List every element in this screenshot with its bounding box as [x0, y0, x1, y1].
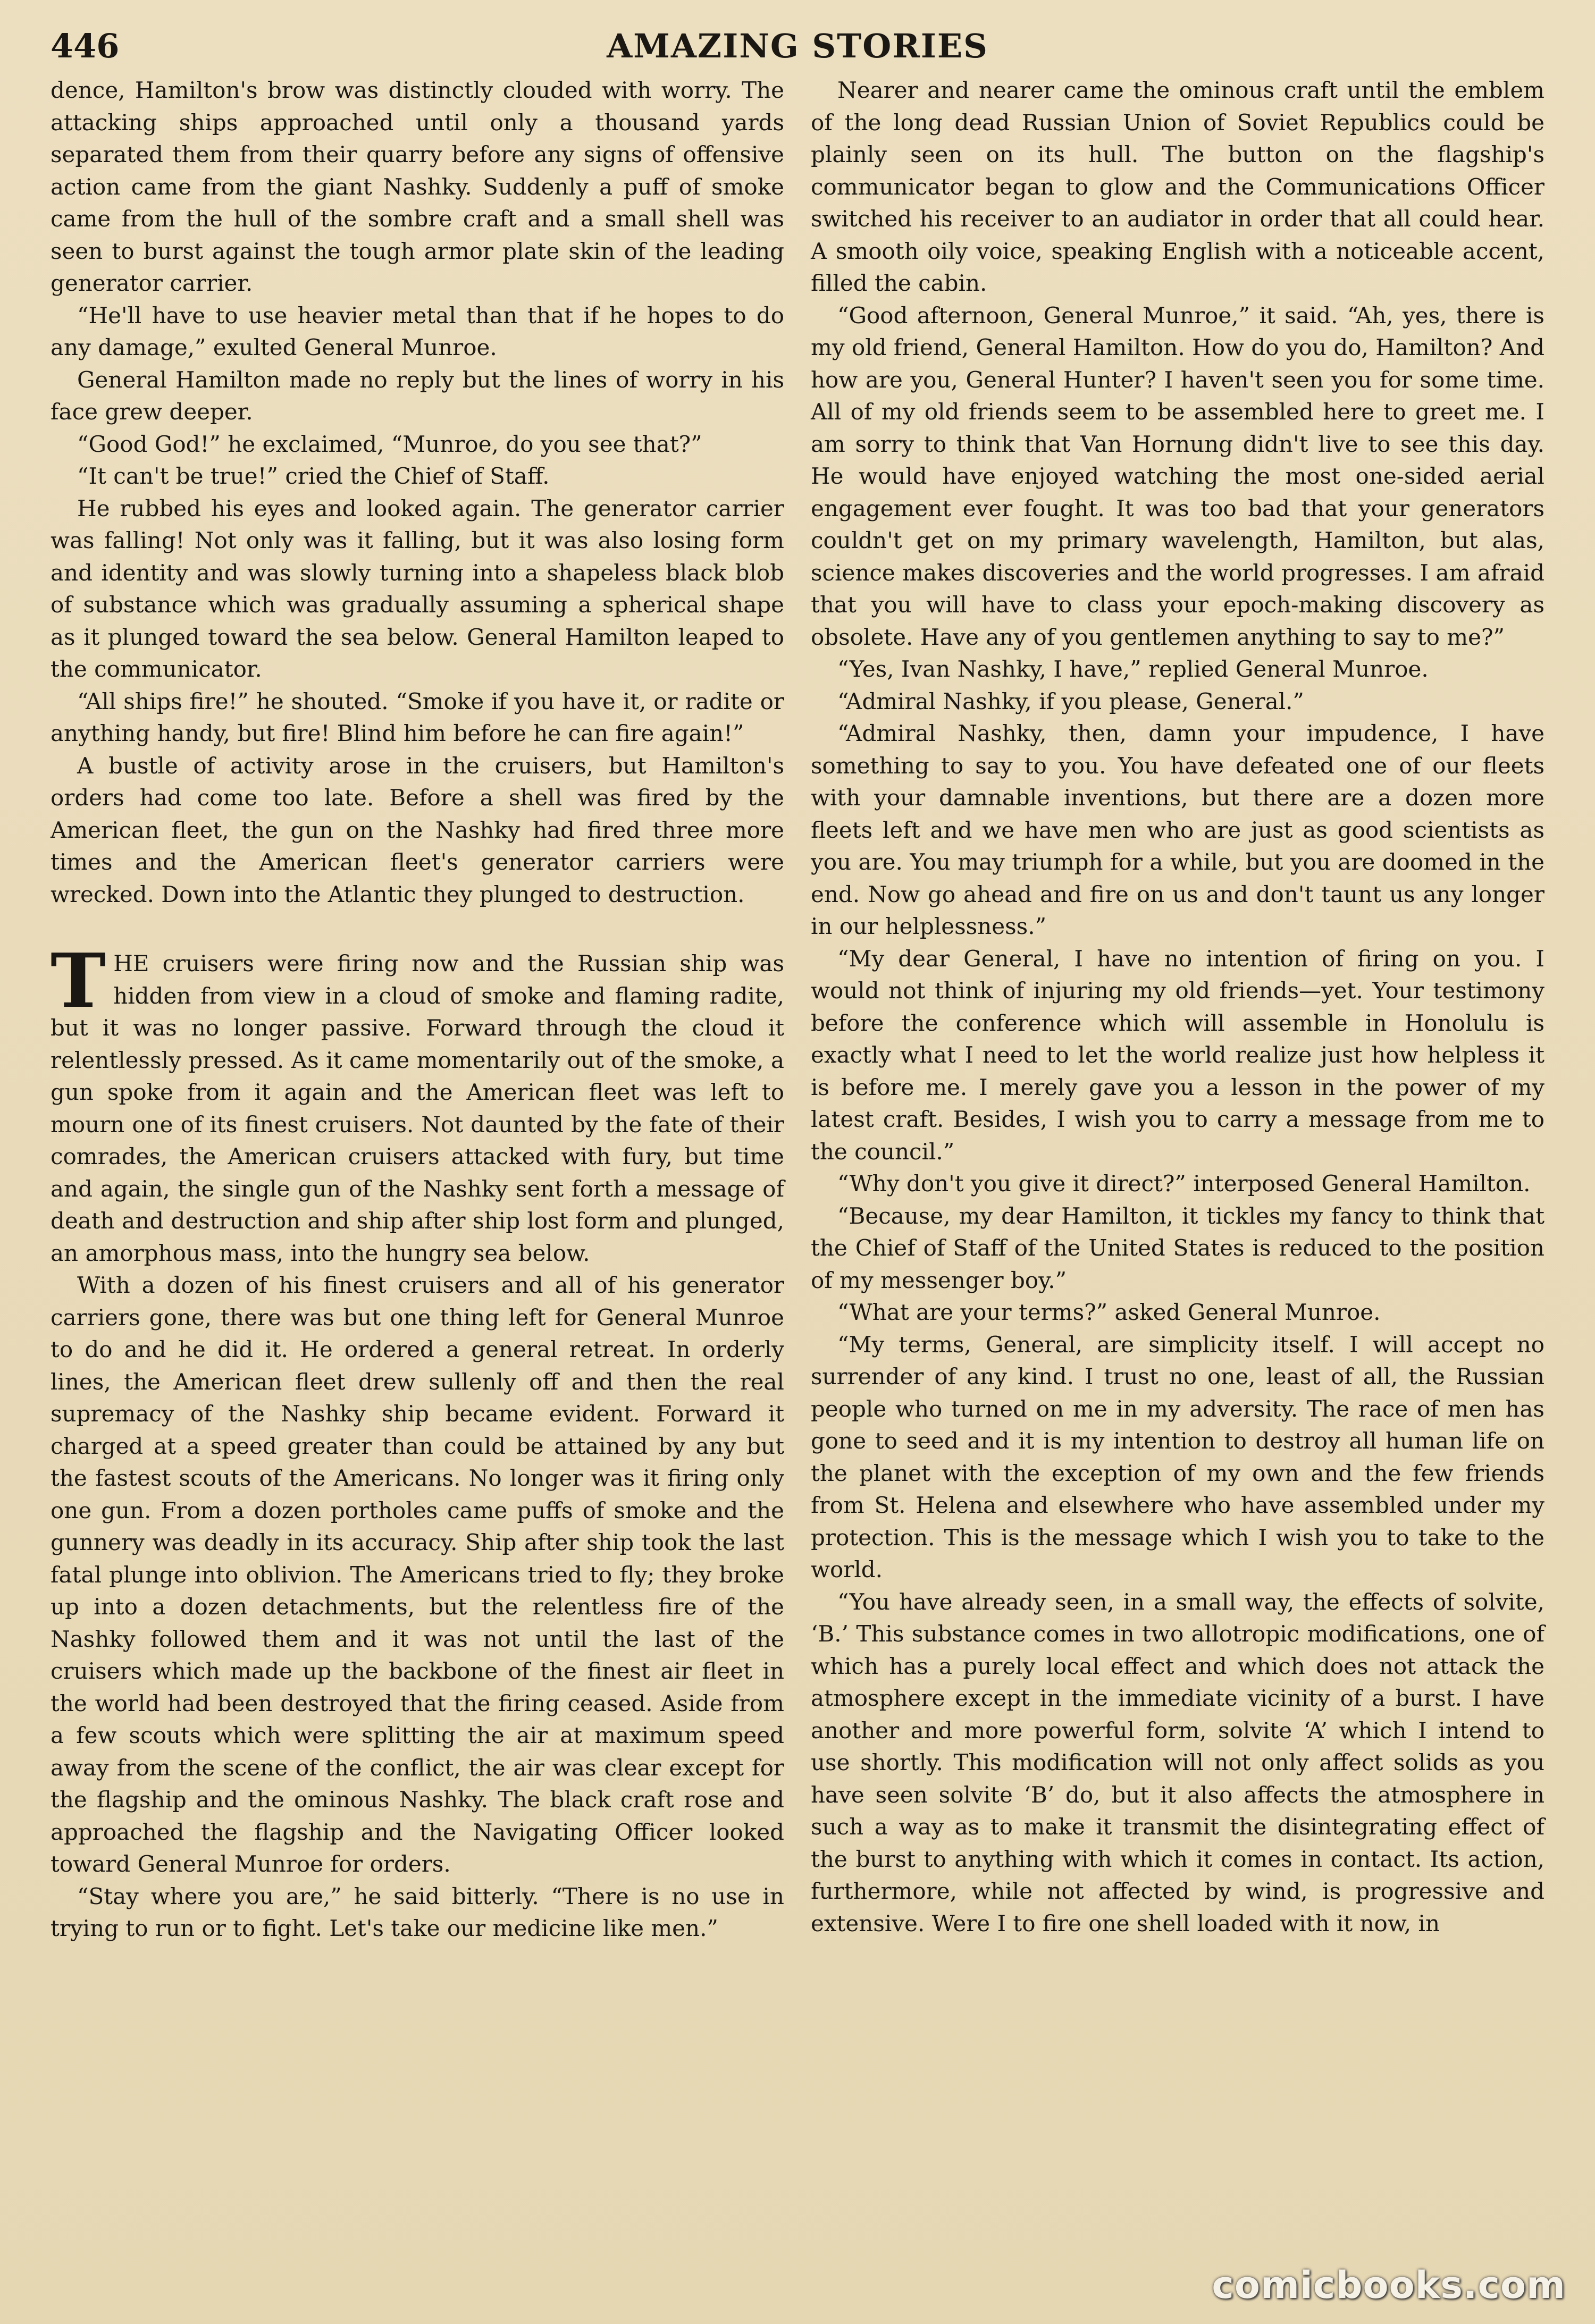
paragraph: “Good God!” he exclaimed, “Munroe, do you see that?” — [77, 431, 702, 457]
paragraph: “My dear General, I have no intention of firing on you. I would not think of injuring my old friends—yet. Your testimony before the conference which will assemble in Honolulu is exactly what I need to let the world realize just how helpless it is before me. I merely gave you a lesson in the power of my latest craft. Besides, I wish you to carry a message from me to the council.” — [811, 945, 1544, 1165]
dropcap-paragraph-text: HE cruisers were firing now and the Russian ship was hidden from view in a cloud of smoke and flaming radite, but it was no longer passive. Forward through the cloud it relentlessly pressed. As it came momentarily out of the smoke, a gun spoke from it again and the American fleet was left to mourn one of its finest cruisers. Not daunted by the fate of their comrades, the American cruisers attacked with fury, but time and again, the single gun of the Nashky sent forth a message of death and destruction and ship after ship lost form and plunged, an amorphous mass, into the hungry sea below. — [51, 950, 784, 1266]
paragraph: “Yes, Ivan Nashky, I have,” replied General Munroe. — [837, 656, 1429, 682]
magazine-title: AMAZING STORIES — [607, 27, 988, 65]
paragraph: He rubbed his eyes and looked again. The generator carrier was falling! Not only was it falling, but it was also losing form and identity and was slowly turning into a shapeless black blob of substance which was gradually assuming a spherical shape as it plunged toward the sea below. General Hamilton leaped to the communicator. — [51, 495, 784, 682]
watermark-logo: comicbooks.com — [1212, 2263, 1566, 2307]
paragraph: “Because, my dear Hamilton, it tickles my fancy to think that the Chief of Staff of the United States is reduced to the position of my messenger boy.” — [811, 1202, 1544, 1293]
paragraph: Nearer and nearer came the ominous craft until the emblem of the long dead Russian Union of Soviet Republics could be plainly seen on its hull. The button on the flagship's communicator began to glow and the Communications Officer switched his receiver to an audiator in order that all could hear. A smooth oily voice, speaking English with a noticeable accent, filled the cabin. — [811, 77, 1544, 296]
text-columns — [51, 74, 1544, 1945]
right-column — [811, 74, 1544, 1945]
paragraph: dence, Hamilton's brow was distinctly clouded with worry. The attacking ships approached until only a thousand yards separated them from their quarry before any signs of offensive action came from the giant Nashky. Suddenly a puff of smoke came from the hull of the sombre craft and a small shell was seen to burst against the tough armor plate skin of the leading generator carrier. — [51, 77, 784, 296]
paragraph: “Admiral Nashky, if you please, General.” — [837, 688, 1304, 714]
paragraph: “You have already seen, in a small way, the effects of solvite, ‘B.’ This substance comes in two allotropic modifications, one of which has a purely local effect and which does not attack the atmosphere except in the immediate vicinity of a burst. I have another and more powerful form, solvite ‘A’ which I intend to use shortly. This modification will not only affect solids as you have seen solvite ‘B’ do, but it also affects the atmosphere in such a way as to make it transmit the disintegrating effect of the burst to anything with which it comes in contact. Its action, furthermore, while not affected by wind, is progressive and extensive. Were I to fire one shell loaded with it now, in — [811, 1588, 1544, 1936]
page-number: 446 — [51, 27, 120, 65]
paragraph: “Stay where you are,” he said bitterly. “There is no use in trying to run or to fight. Let's take our medicine like men.” — [51, 1883, 784, 1941]
paragraph: “Good afternoon, General Munroe,” it said. “Ah, yes, there is my old friend, General Hamilton. How do you do, Hamilton? And how are you, General Hunter? I haven't seen you for some time. All of my old friends seem to be assembled here to greet me. I am sorry to think that Van Hornung didn't live to see this day. He would have enjoyed watching the most one-sided aerial engagement ever fought. It was too bad that your generators couldn't get on my primary wavelength, Hamilton, but alas, science makes discoveries and the world progresses. I am afraid that you will have to class your epoch-making discovery as obsolete. Have any of you gentlemen anything to say to me?” — [811, 302, 1544, 650]
paragraph: With a dozen of his finest cruisers and all of his generator carriers gone, there was but one thing left for General Munroe to do and he did it. He ordered a general retreat. In orderly lines, the American fleet drew sullenly off and then the real supremacy of the Nashky ship became evident. Forward it charged at a speed greater than could be attained by any but the fastest scouts of the Americans. No longer was it firing only one gun. From a dozen portholes came puffs of smoke and the gunnery was deadly in its accuracy. Ship after ship took the last fatal plunge into oblivion. The Americans tried to fly; they broke up into a dozen detachments, but the relentless fire of the Nashky followed them and it was not until the last of the cruisers which made up the backbone of the finest air fleet in the world had been destroyed that the firing ceased. Aside from a few scouts which were splitting the air at maximum speed away from the scene of the conflict, the air was clear except for the flagship and the ominous Nashky. The black craft rose and approached the flagship and the Navigating Officer looked toward General Munroe for orders. — [51, 1272, 784, 1877]
paragraph: General Hamilton made no reply but the lines of worry in his face grew deeper. — [51, 366, 784, 425]
paragraph: A bustle of activity arose in the cruisers, but Hamilton's orders had come too late. Before a shell was fired by the American fleet, the gun on the Nashky had fired three more times and the American fleet's generator carriers were wrecked. Down into the Atlantic they plunged to destruction. — [51, 752, 784, 907]
paragraph: “It can't be true!” cried the Chief of Staff. — [77, 463, 550, 489]
dropcap-paragraph — [51, 938, 784, 1269]
paragraph: “Admiral Nashky, then, damn your impudence, I have something to say to you. You have defeated one of our fleets with your damnable inventions, but there are a dozen more fleets left and we have men who are just as good scientists as you are. You may triumph for a while, but you are doomed in the end. Now go ahead and fire on us and don't taunt us any longer in our helplessness.” — [811, 720, 1544, 939]
left-column — [51, 74, 784, 1945]
paragraph: “My terms, General, are simplicity itself. I will accept no surrender of any kind. I trust no one, least of all, the Russian people who turned on me in my adversity. The race of men has gone to seed and it is my intention to destroy all human life on the planet with the exception of my own and the few friends from St. Helena and elsewhere who have assembled under my protection. This is the message which I wish you to take to the world. — [811, 1331, 1544, 1582]
page-header — [51, 27, 1544, 74]
paragraph: “What are your terms?” asked General Munroe. — [837, 1299, 1381, 1325]
paragraph: “All ships fire!” he shouted. “Smoke if you have it, or radite or anything handy, but fire! Blind him before he can fire again!” — [51, 688, 784, 746]
section-break — [51, 911, 784, 948]
paragraph: “Why don't you give it direct?” interposed General Hamilton. — [837, 1171, 1531, 1197]
paragraph: “He'll have to use heavier metal than that if he hopes to do any damage,” exulted General Munroe. — [51, 302, 784, 360]
drop-cap: T — [51, 938, 106, 1025]
